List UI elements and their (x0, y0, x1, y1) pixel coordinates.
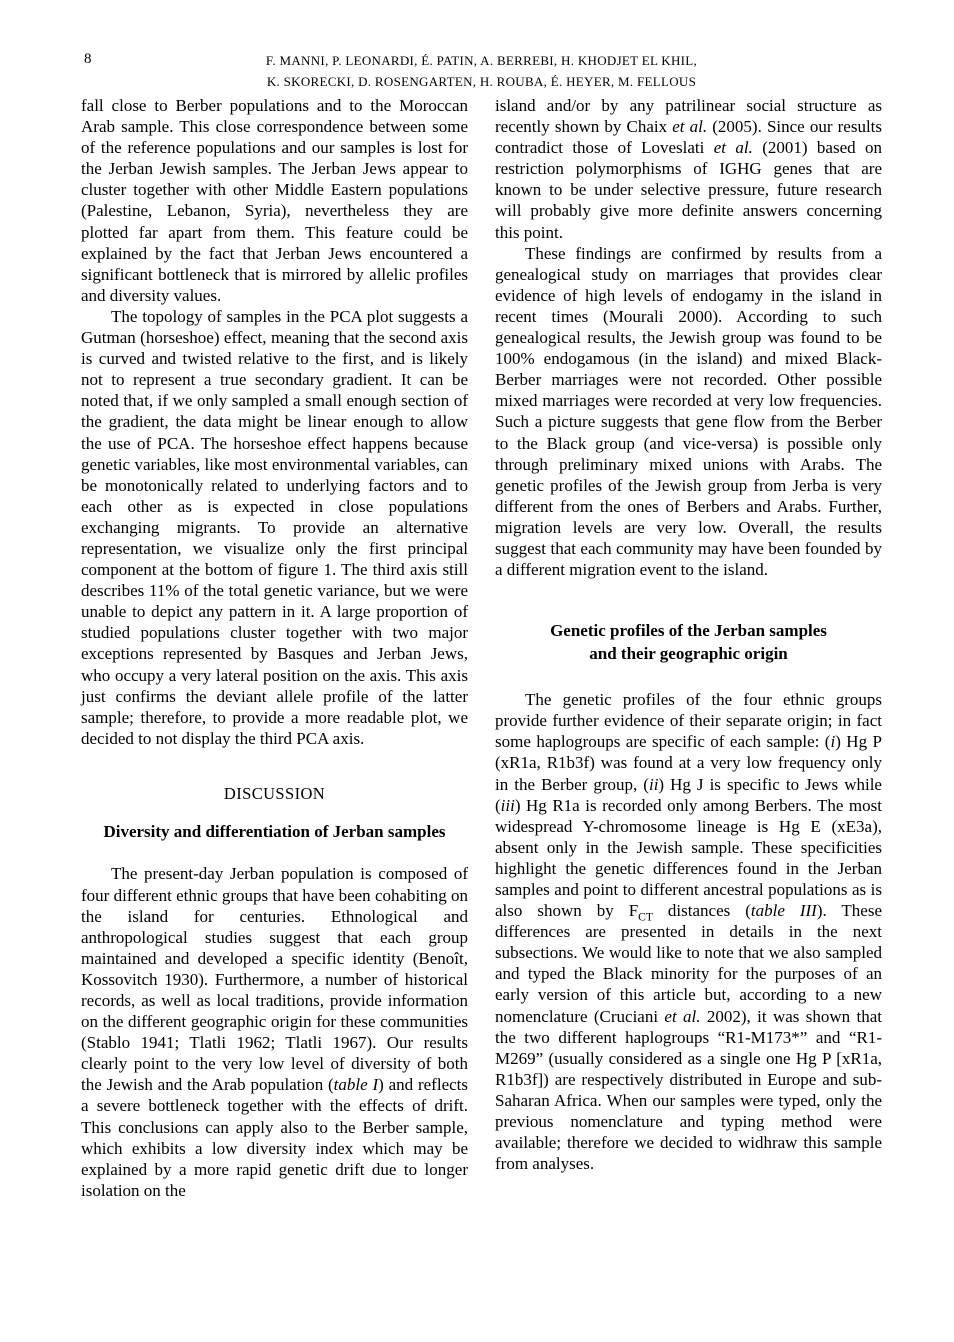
paragraph (495, 95, 882, 243)
paragraph (81, 863, 468, 1201)
body-text: island and/or by any patrilinear social structure as recently shown by Chaix (495, 96, 882, 137)
paragraph (81, 306, 468, 749)
paragraph (81, 95, 468, 306)
body-text: The topology of samples in the PCA plot suggests a Gutman (horseshoe) effect, meaning that the second axis is curved and twisted relative to the first, and is likely not to represent a true secondary gradient. It can be noted that, if we only sampled a small enough section of the gradient, the data might be linear enough to allow the use of PCA. The horseshoe effect happens because genetic variables, like most environmental variables, can be monotonically related to underlying factors and to each other as is expected in close populations exchanging migrants. To provide an alternative representation, we visualize only the first principal component at the bottom of figure 1. The third axis still describes 11% of the total genetic variance, but we were unable to depict any pattern in it. A large proportion of studied populations cluster together with two major exceptions represented by Basques and Jerban Jews, who occupy a very lateral position on the axis. This axis just confirms the deviant allele profile of the latter sample; therefore, to provide a more readable plot, we decided to not display the third PCA axis. (81, 306, 468, 748)
running-head-line-2: K. SKORECKI, D. ROSENGARTEN, H. ROUBA, É. HEYER, M. FELLOUS (266, 74, 697, 89)
italic-text: table III (750, 901, 817, 921)
body-text: fall close to Berber populations and to the Moroccan Arab sample. This close correspondence between some of the reference populations and our samples is lost for the Jerban Jewish samples. The Jerban Jews appear to cluster together with other Middle Eastern populations (Palestine, Lebanon, Syria), nevertheless they are plotted far apart from them. This feature could be explained by the fact that Jerban Jews encountered a significant bottleneck that is mirrored by allelic profiles and diversity values. (81, 96, 468, 305)
paragraph (495, 243, 882, 581)
two-column-layout (81, 95, 882, 1201)
body-text: The genetic profiles of the four ethnic groups provide further evidence of their separate origin; in fact some haplogroups are specific of each sample: ( (495, 690, 882, 752)
body-text: (2001) based on restriction polymorphisms of IGHG genes that are known to be under selective pressure, future research will probably give more definite answers concerning this point. (495, 138, 882, 242)
italic-text: et al. (664, 1006, 701, 1026)
italic-text: et al. (713, 138, 753, 158)
subsection-heading-line: Diversity and differentiation of Jerban samples (103, 821, 446, 841)
subsection-heading-line: and their geographic origin (589, 643, 788, 663)
body-text: ). These differences are presented in details in the next subsections. We would like to note that we also sampled and typed the Black minority for the purposes of an early version of this article but, according to a new nomenclature (Cruciani (495, 901, 882, 1026)
subsection-heading (81, 821, 468, 844)
italic-text: et al. (672, 117, 708, 137)
body-text: These findings are confirmed by results from a genealogical study on marriages that provides clear evidence of high levels of endogamy in the island in recent times (Mourali 2000). According to such genealogical results, the Jewish group was found to be 100% endogamous (in the island) and mixed Black-Berber marriages were not recorded. Other possible mixed marriages were recorded at very low frequencies. Such a picture suggests that gene flow from the Berber to the Black group (and vice-versa) is possible only through preliminary mixed unions with Arabs. The genetic profiles of the Jewish group from Jerba is very different from the ones of Berbers and Arabs. Further, migration levels are very low. Overall, the results suggest that each community may have been founded by a different migration event to the island. (495, 243, 882, 580)
right-column (495, 95, 882, 1201)
body-text: ) Hg P (xR1a, R1b3f) was found at a very low frequency only in the Berber group, ( (495, 732, 882, 794)
body-text: 2002), it was shown that the two different haplogroups “R1-M173*” and “R1-M269” (usually considered as a single one Hg P [xR1a, R1b3f]) are respectively distributed in Europe and sub-Saharan Africa. When our samples were typed, only the previous nomenclature and typing method were available; therefore we decided to widhraw this sample from analyses. (495, 1006, 882, 1174)
paragraph (495, 689, 882, 1174)
section-heading: DISCUSSION (223, 783, 326, 803)
running-head (81, 50, 882, 92)
body-text: ) Hg J is specific to Jews while ( (495, 774, 882, 815)
left-column (81, 95, 468, 1201)
italic-text: ii (648, 774, 659, 794)
body-text: (2005). Since our results contradict those of Loveslati (495, 117, 883, 158)
italic-text: i (830, 732, 836, 752)
page-number: 8 (84, 51, 92, 67)
page-header (81, 50, 882, 92)
subscript-text: CT (638, 910, 653, 924)
italic-text: table I (333, 1075, 379, 1095)
subsection-heading (495, 620, 882, 665)
body-text: ) Hg R1a is recorded only among Berbers. The most widespread Y-chromosome lineage is Hg E (xE3a), absent only in the Jewish sample. These specificities highlight the genetic differences found in the Jerban samples and point to different ancestral populations as is also shown by F (495, 795, 882, 921)
running-head-line-1: F. MANNI, P. LEONARDI, É. PATIN, A. BERREBI, H. KHODJET EL KHIL, (265, 53, 698, 68)
body-text: distances ( (652, 901, 751, 921)
subsection-heading-line: Genetic profiles of the Jerban samples (550, 621, 827, 641)
body-text: ) and reflects a severe bottleneck together with the effects of drift. This conclusions can apply also to the Berber sample, which exhibits a low diversity index which may be explained by a more rapid genetic drift due to longer isolation on the (81, 1075, 468, 1200)
italic-text: iii (500, 795, 515, 815)
body-text: The present-day Jerban population is composed of four different ethnic groups that have been cohabiting on the island for centuries. Ethnological and anthropological studies suggest that each group maintained and developed a specific identity (Benoît, Kossovitch 1930). Furthermore, a number of historical records, as well as local traditions, provide information on the different geographic origin for these communities (Stablo 1941; Tlatli 1962; Tlatli 1967). Our results clearly point to the very low level of diversity of both the Jewish and the Arab population ( (81, 864, 468, 1095)
